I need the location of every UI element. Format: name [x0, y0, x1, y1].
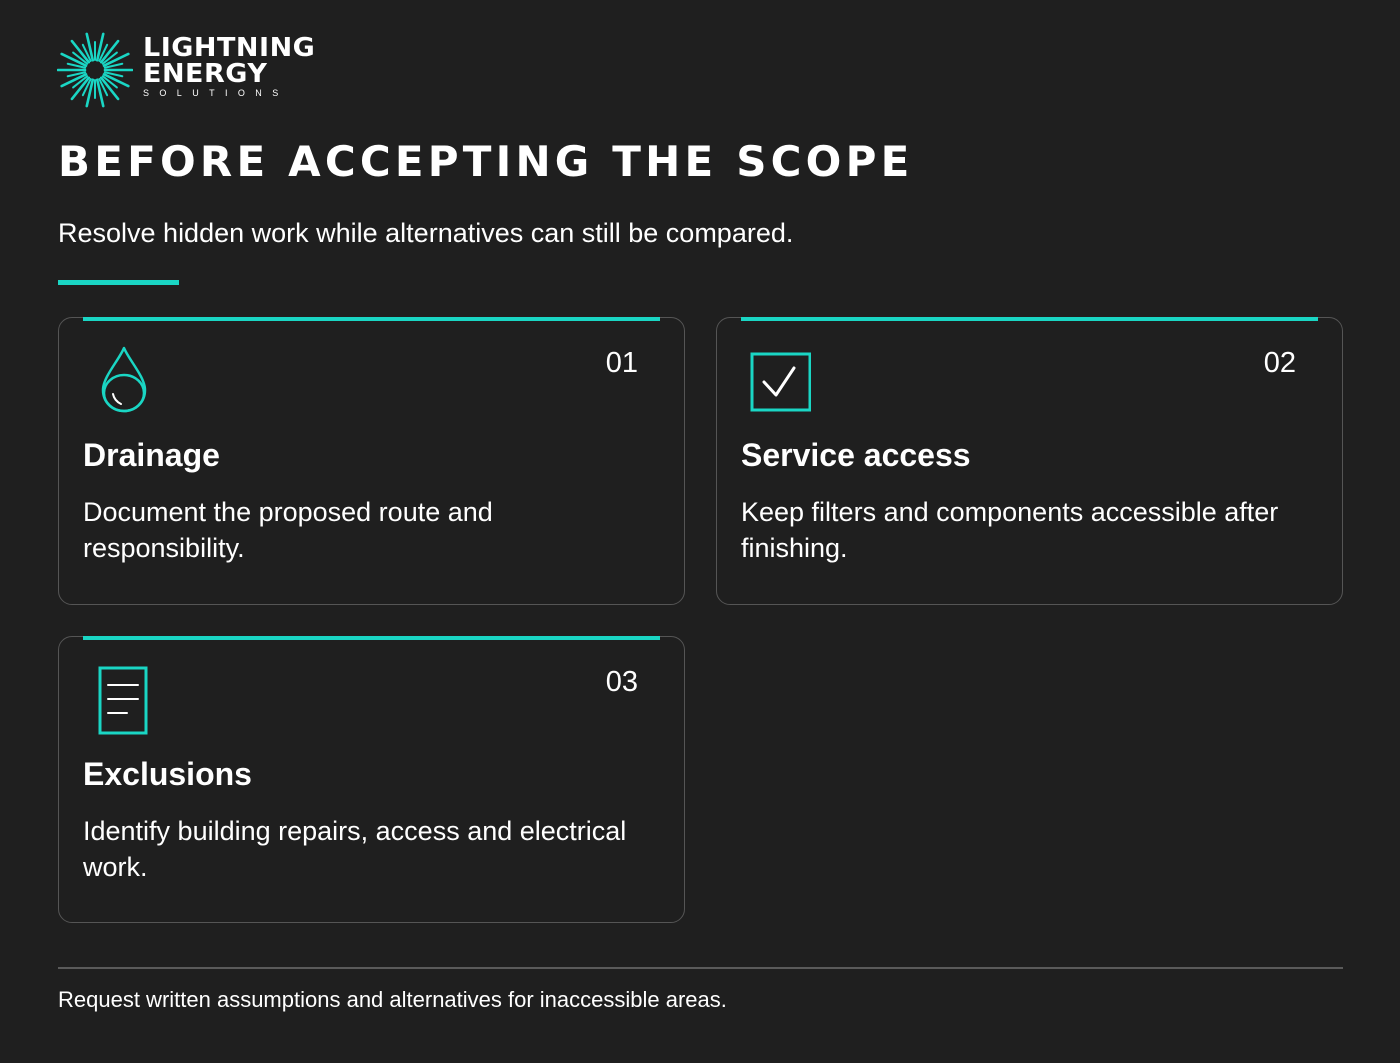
footer-note: Request written assumptions and alternatives for inaccessible areas.	[58, 987, 727, 1012]
brand-line-2: ENERGY	[143, 59, 268, 89]
checkbox-icon	[741, 344, 811, 416]
accent-bar	[58, 280, 179, 285]
card-accent-line	[83, 317, 660, 321]
card-description: Keep filters and components accessible after finishing.	[741, 497, 1279, 563]
card-drainage	[58, 317, 685, 605]
brand-line-1: LIGHTNING	[143, 33, 316, 63]
card-title: Service access	[741, 437, 971, 473]
card-title: Drainage	[83, 437, 220, 473]
card-accent-line	[83, 636, 660, 640]
card-number: 03	[605, 666, 638, 698]
card-accent-line	[741, 317, 1318, 321]
card-number: 01	[605, 347, 638, 379]
page-subtitle: Resolve hidden work while alternatives can still be compared.	[58, 218, 794, 248]
document-icon	[83, 663, 153, 735]
starburst-icon	[57, 32, 133, 108]
card-description: Document the proposed route and responsibility.	[83, 497, 493, 563]
water-drop-icon	[83, 344, 153, 416]
card-title: Exclusions	[83, 756, 252, 792]
brand-wordmark	[143, 33, 316, 98]
card-exclusions	[58, 636, 685, 923]
card-number: 02	[1263, 347, 1296, 379]
card-description: Identify building repairs, access and electrical work.	[83, 816, 627, 882]
page-title: BEFORE ACCEPTING THE SCOPE	[58, 137, 914, 186]
brand-logo	[57, 32, 347, 108]
brand-line-3: SOLUTIONS	[143, 88, 289, 98]
card-service-access	[716, 317, 1343, 605]
footer-divider	[58, 967, 1343, 969]
